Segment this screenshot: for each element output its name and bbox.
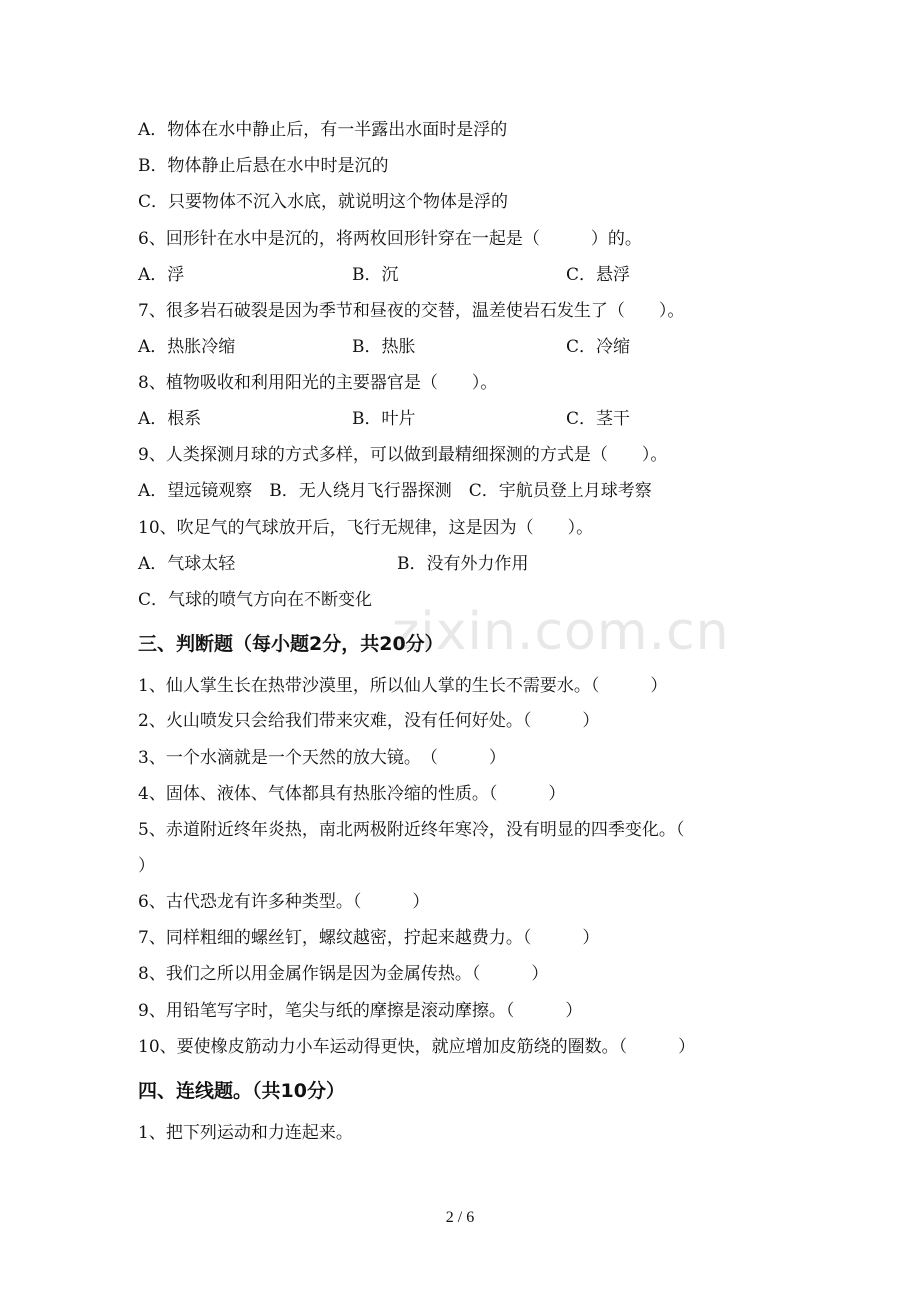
option-c: C．只要物体不沉入水底，就说明这个物体是浮的 [138,192,509,212]
page-number: 2 / 6 [445,1209,475,1226]
section-3-title: 三、判断题（每小题2分，共20分） [138,633,444,655]
question-8-stem: 8、植物吸收和利用阳光的主要器官是（ ）。 [138,373,498,393]
question-7-option-b: B．热胀 [352,337,416,357]
question-9-options: A．望远镜观察 B．无人绕月飞行器探测 C．宇航员登上月球考察 [138,481,652,501]
option-a: A．物体在水中静止后，有一半露出水面时是浮的 [138,120,508,140]
judge-item-9: 9、用铅笔写字时，笔尖与纸的摩擦是滚动摩擦。（ ） [138,1001,583,1021]
question-6-option-b: B．沉 [352,265,399,285]
judge-item-5: 5、赤道附近终年炎热，南北两极附近终年寒冷，没有明显的四季变化。（ [138,820,685,840]
watermark: zixin.com.cn [392,602,730,662]
question-9-stem: 9、人类探测月球的方式多样，可以做到最精细探测的方式是（ ）。 [138,445,668,465]
judge-item-5-continuation: ） [138,856,155,876]
question-8-option-b: B．叶片 [352,409,416,429]
judge-item-6: 6、古代恐龙有许多种类型。（ ） [138,892,430,912]
question-7-stem: 7、很多岩石破裂是因为季节和昼夜的交替，温差使岩石发生了（ ）。 [138,301,685,321]
question-10-option-b: B．没有外力作用 [397,554,529,574]
question-7-option-a: A．热胀冷缩 [138,337,236,357]
judge-item-10: 10、要使橡皮筋动力小车运动得更快，就应增加皮筋绕的圈数。（ ） [138,1037,696,1057]
judge-item-4: 4、固体、液体、气体都具有热胀冷缩的性质。（ ） [138,784,566,804]
question-6-stem: 6、回形针在水中是沉的，将两枚回形针穿在一起是（ ）的。 [138,229,642,249]
question-10-option-c: C．气球的喷气方向在不断变化 [138,590,373,610]
matching-item-1: 1、把下列运动和力连起来。 [138,1123,353,1143]
question-10-option-a: A．气球太轻 [138,554,236,574]
question-8-option-c: C．茎干 [566,409,631,429]
question-6-option-a: A．浮 [138,265,185,285]
option-b: B．物体静止后悬在水中时是沉的 [138,156,389,176]
section-4-title: 四、连线题。（共10分） [138,1080,345,1102]
question-7-option-c: C．冷缩 [566,337,631,357]
judge-item-2: 2、火山喷发只会给我们带来灾难，没有任何好处。（ ） [138,711,600,731]
judge-item-1: 1、仙人掌生长在热带沙漠里，所以仙人掌的生长不需要水。（ ） [138,676,668,696]
judge-item-8: 8、我们之所以用金属作锅是因为金属传热。（ ） [138,964,549,984]
question-6-option-c: C．悬浮 [566,265,631,285]
question-8-option-a: A．根系 [138,409,202,429]
judge-item-7: 7、同样粗细的螺丝钉，螺纹越密，拧起来越费力。（ ） [138,928,600,948]
judge-item-3: 3、一个水滴就是一个天然的放大镜。 （ ） [138,748,506,768]
question-10-stem: 10、吹足气的气球放开后，飞行无规律，这是因为（ ）。 [138,518,594,538]
